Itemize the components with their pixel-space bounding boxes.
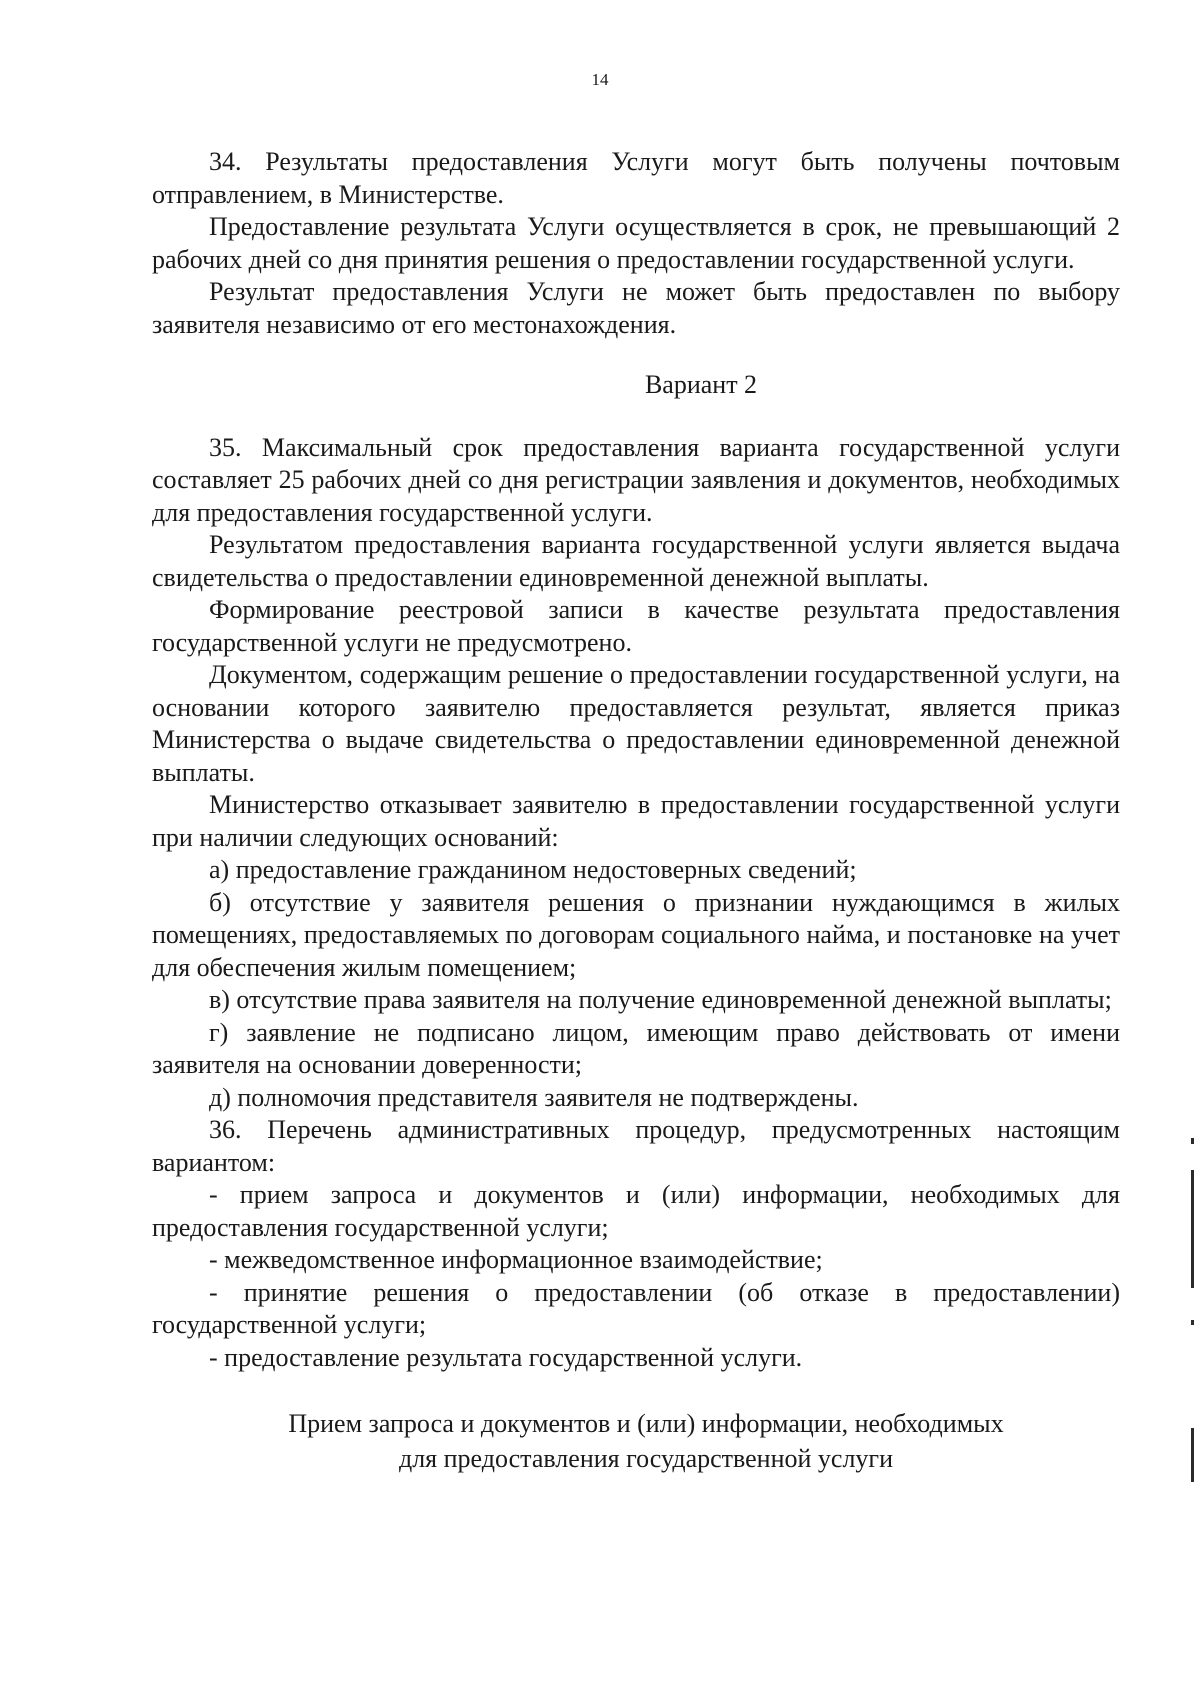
list-item-a: а) предоставление гражданином недостоверных сведений; [209,855,857,884]
list-item-v: в) отсутствие права заявителя на получение единовременной денежной выплаты; [209,985,1112,1014]
paragraph-result-location: Результат предоставления Услуги не может быть предоставлен по выбору заявителя независимо от его местонахождения. [152,277,1120,339]
paragraph-decision-document: Документом, содержащим решение о предоставлении государственной услуги, на основании которого заявителю предоставляется результат, является приказ Министерства о выдаче свидетельства о предоставлении единовременной денежной выплаты. [152,660,1120,787]
variant-title: Вариант 2 [644,370,758,399]
procedure-item-1: - прием запроса и документов и (или) информации, необходимых для предоставления государственной услуги; [152,1180,1120,1242]
scan-edge-mark [1191,1320,1194,1325]
procedure-item-3: - принятие решения о предоставлении (об отказе в предоставлении) государственной услуги; [152,1277,1120,1339]
paragraph-result-issue: Результатом предоставления варианта государственной услуги является выдача свидетельства о предоставлении единовременной денежной выплаты. [152,530,1120,592]
paragraph-35: 35. Максимальный срок предоставления варианта государственной услуги составляет 25 рабочих дней со дня регистрации заявления и документов, необходимых для предоставления государственной услуги. [152,432,1120,527]
paragraph-result-deadline: Предоставление результата Услуги осуществляется в срок, не превышающий 2 рабочих дней со дня принятия решения о предоставлении государственной услуги. [152,212,1120,274]
section-title [152,1406,1120,1476]
list-item-b: б) отсутствие у заявителя решения о признании нуждающимся в жилых помещениях, предоставляемых по договорам социального найма, и постановке на учет для обеспечения жилым помещением; [152,887,1120,982]
procedure-item-4: - предоставление результата государственной услуги. [209,1342,803,1372]
list-item-d: д) полномочия представителя заявителя не подтверждены. [209,1082,859,1112]
scan-edge-mark [1191,1138,1194,1144]
paragraph-34: 34. Результаты предоставления Услуги могут быть получены почтовым отправлением, в Министерстве. [152,147,1120,209]
list-item-g: г) заявление не подписано лицом, имеющим право действовать от имени заявителя на основании доверенности; [152,1017,1120,1079]
section-title-line-1: Прием запроса и документов и (или) информации, необходимых [288,1409,1004,1438]
scan-edge-mark [1191,1170,1194,1288]
procedure-item-2: - межведомственное информационное взаимодействие; [209,1245,823,1274]
section-title-line-2: для предоставления государственной услуги [398,1444,894,1473]
page-number: 14 [591,70,609,89]
scan-edge-mark [1191,1428,1194,1482]
paragraph-refusal-grounds: Министерство отказывает заявителю в предоставлении государственной услуги при наличии следующих оснований: [152,790,1120,852]
document-body [152,146,1120,1476]
paragraph-36: 36. Перечень административных процедур, предусмотренных настоящим вариантом: [152,1115,1120,1177]
paragraph-registry-record: Формирование реестровой записи в качестве результата предоставления государственной услуги не предусмотрено. [152,595,1120,657]
